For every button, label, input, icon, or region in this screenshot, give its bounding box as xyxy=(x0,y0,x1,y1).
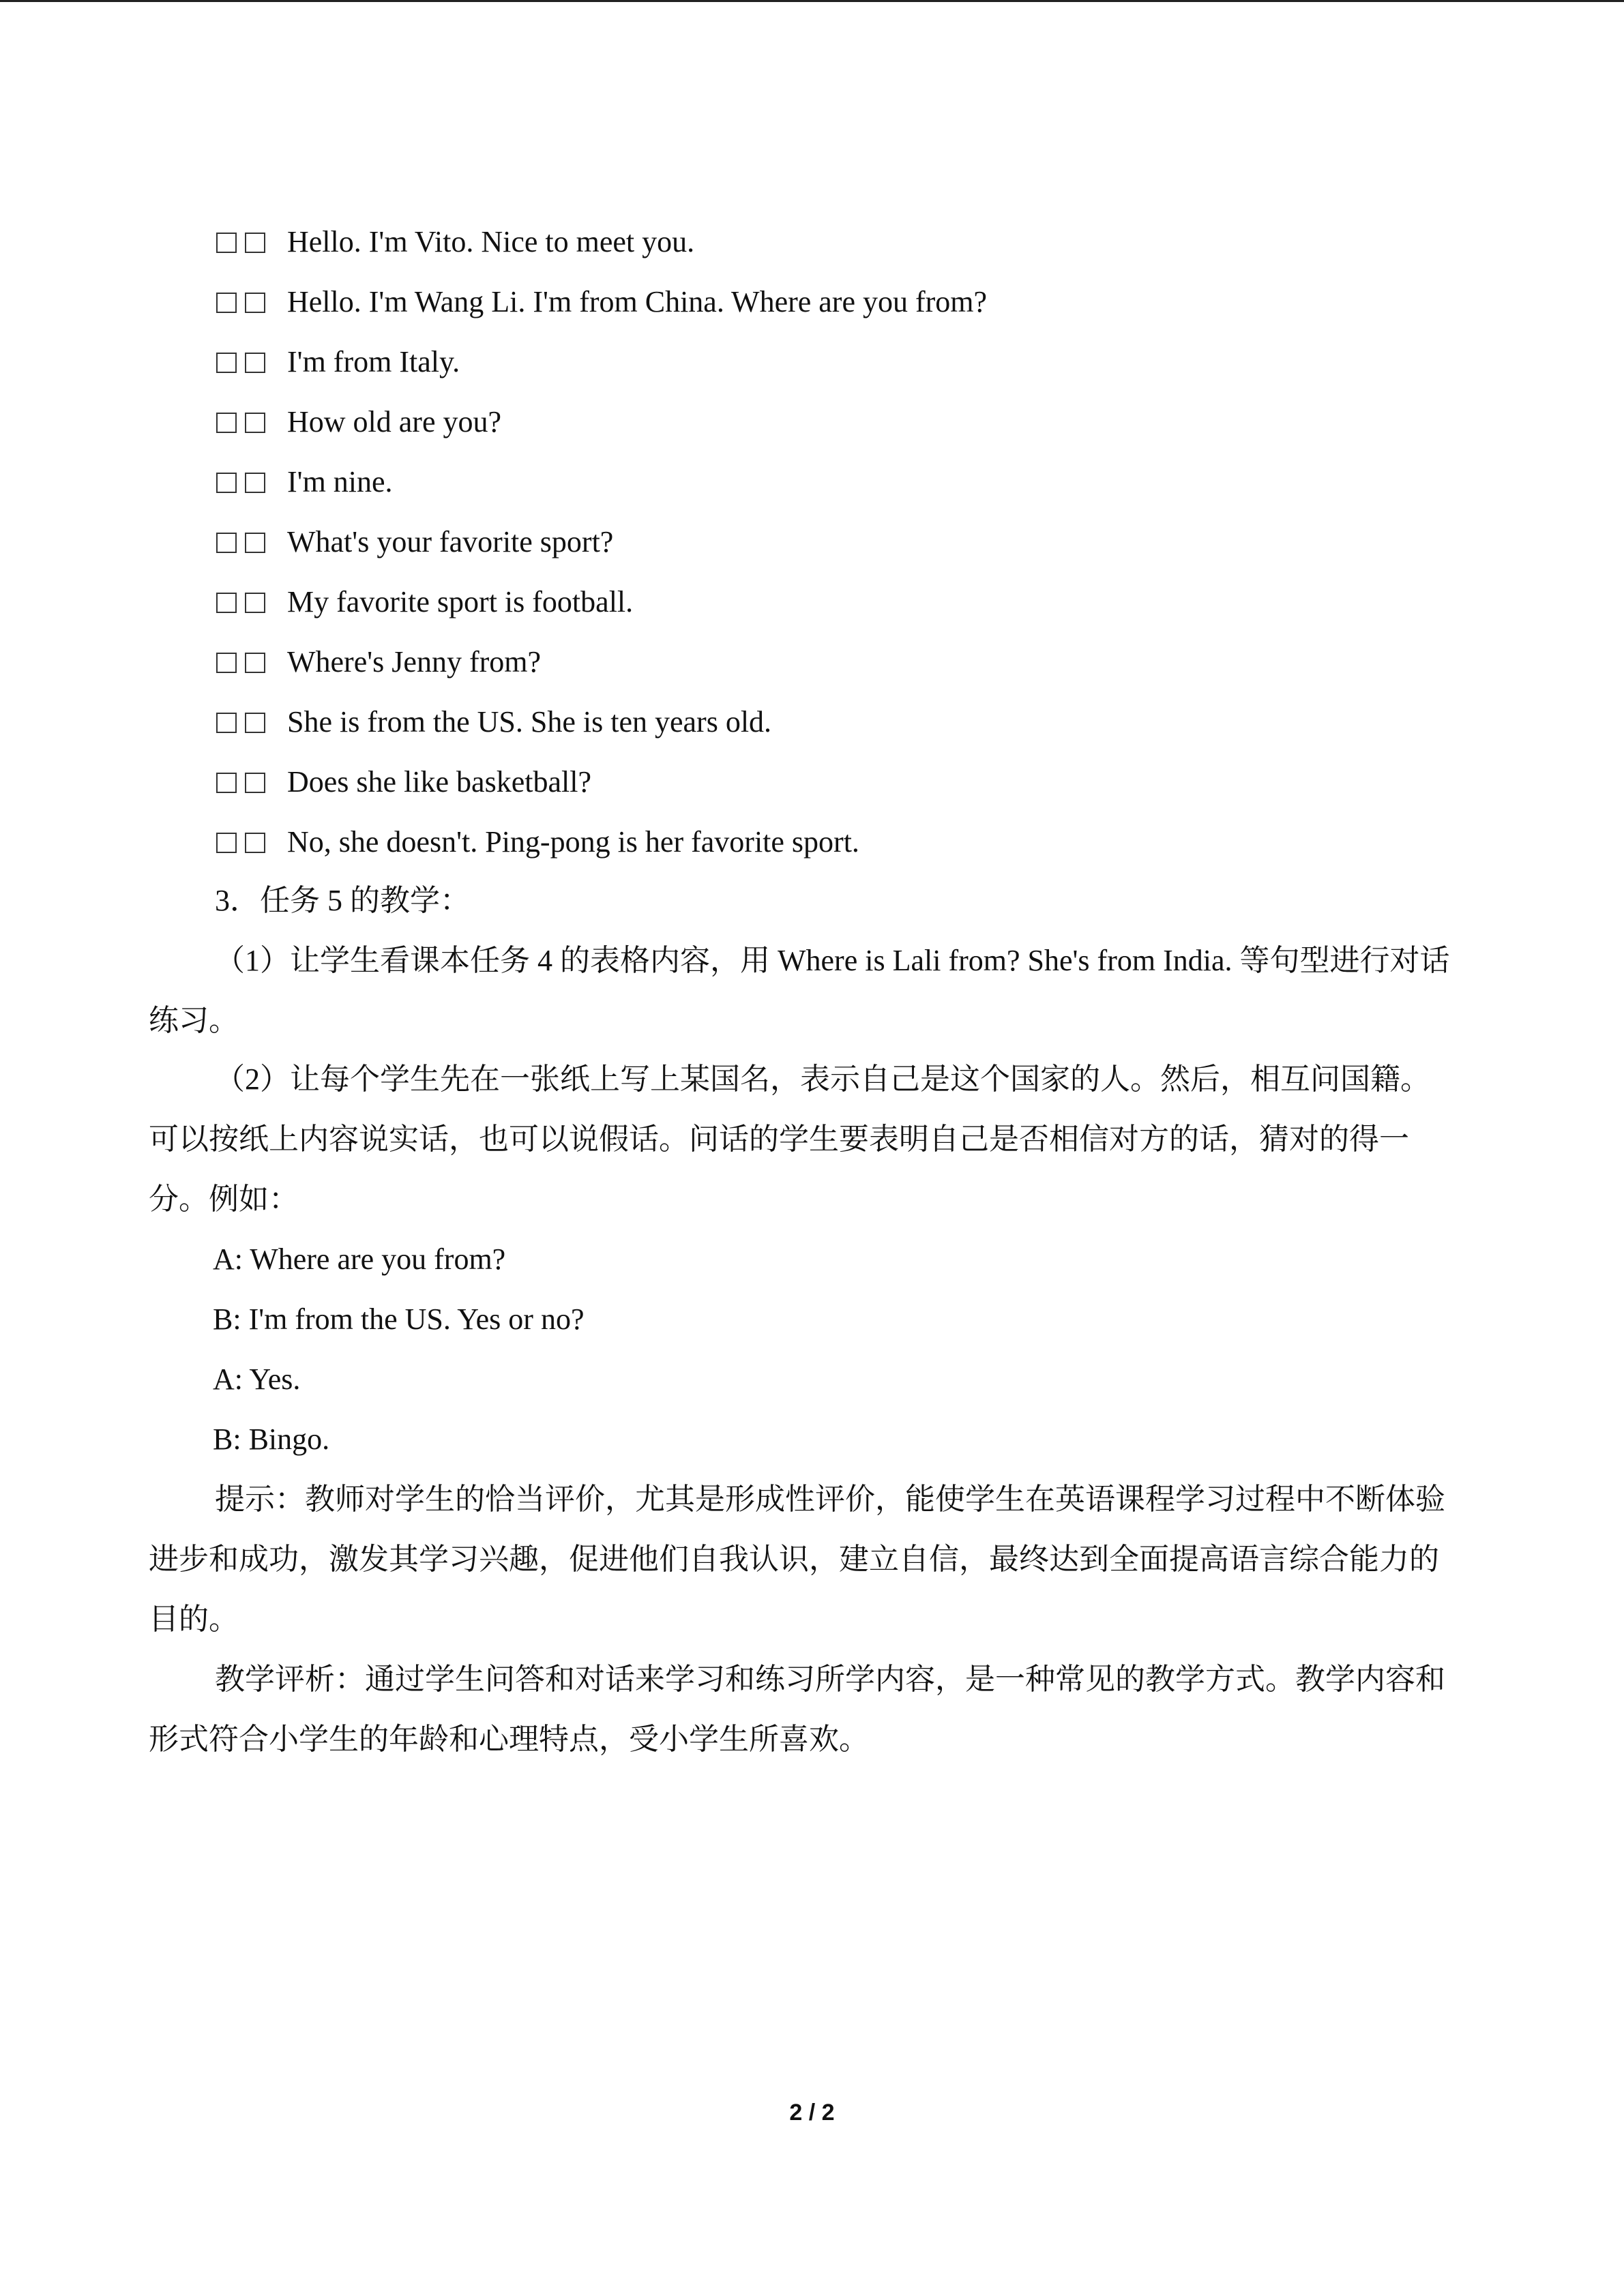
checkbox-blank-icon xyxy=(245,713,265,733)
blank-boxes xyxy=(216,759,287,805)
checkbox-blank-icon xyxy=(216,833,237,853)
dialogue-line xyxy=(216,339,987,399)
evaluation-paragraph: 教学评析：通过学生问答和对话来学习和练习所学内容，是一种常见的教学方式。教学内容和形式符合小学生的年龄和心理特点，受小学生所喜欢。 xyxy=(149,1663,1445,1756)
dialogue-text: What's your favorite sport? xyxy=(287,525,614,558)
dialogue-line xyxy=(216,639,987,699)
blank-boxes xyxy=(216,519,287,565)
checkbox-blank-icon xyxy=(216,413,237,433)
dialogue-line xyxy=(216,459,987,519)
checkbox-blank-icon xyxy=(216,233,237,253)
dialogue-line xyxy=(216,399,987,459)
checkbox-blank-icon xyxy=(245,293,265,313)
blank-boxes xyxy=(216,639,287,685)
dialogue-text: No, she doesn't. Ping-pong is her favorite sport. xyxy=(287,825,859,859)
checkbox-blank-icon xyxy=(216,593,237,613)
blank-boxes xyxy=(216,399,287,445)
checkbox-blank-icon xyxy=(245,773,265,793)
blank-boxes xyxy=(216,579,287,625)
dialogue-line xyxy=(216,519,987,579)
example-line: A: Yes. xyxy=(213,1362,301,1396)
checkbox-blank-icon xyxy=(245,653,265,673)
dialogue-list xyxy=(216,219,987,879)
checkbox-blank-icon xyxy=(216,773,237,793)
checkbox-blank-icon xyxy=(216,713,237,733)
checkbox-blank-icon xyxy=(245,533,265,553)
blank-boxes xyxy=(216,699,287,745)
dialogue-text: My favorite sport is football. xyxy=(287,585,634,618)
blank-boxes xyxy=(216,459,287,505)
tip-paragraph: 提示：教师对学生的恰当评价，尤其是形成性评价，能使学生在英语课程学习过程中不断体验进步和成功，激发其学习兴趣，促进他们自我认识，建立自信，最终达到全面提高语言综合能力的目的。 xyxy=(149,1482,1445,1636)
checkbox-blank-icon xyxy=(245,833,265,853)
example-line: B: Bingo. xyxy=(213,1422,330,1456)
dialogue-line xyxy=(216,279,987,339)
dialogue-text: She is from the US. She is ten years old. xyxy=(287,705,772,739)
dialogue-text: Hello. I'm Wang Li. I'm from China. Where are you from? xyxy=(287,285,988,318)
dialogue-line xyxy=(216,699,987,759)
dialogue-text: Does she like basketball? xyxy=(287,765,591,799)
step-1-paragraph: （1）让学生看课本任务 4 的表格内容，用 Where is Lali from? She's from India. 等句型进行对话练习。 xyxy=(149,944,1450,1037)
dialogue-text: How old are you? xyxy=(287,405,502,438)
blank-boxes xyxy=(216,219,287,265)
dialogue-text: Hello. I'm Vito. Nice to meet you. xyxy=(287,225,695,258)
example-line: B: I'm from the US. Yes or no? xyxy=(213,1302,585,1336)
dialogue-line xyxy=(216,579,987,639)
dialogue-text: I'm from Italy. xyxy=(287,345,460,378)
checkbox-blank-icon xyxy=(245,353,265,373)
blank-boxes xyxy=(216,339,287,385)
dialogue-line xyxy=(216,819,987,879)
checkbox-blank-icon xyxy=(216,293,237,313)
checkbox-blank-icon xyxy=(245,233,265,253)
dialogue-text: Where's Jenny from? xyxy=(287,645,542,679)
checkbox-blank-icon xyxy=(216,653,237,673)
blank-boxes xyxy=(216,279,287,325)
page-number: 2 / 2 xyxy=(789,2100,835,2126)
step-2-paragraph: （2）让每个学生先在一张纸上写上某国名，表示自己是这个国家的人。然后，相互问国籍。可以按纸上内容说实话，也可以说假话。问话的学生要表明自己是否相信对方的话，猜对的得一分。例如： xyxy=(149,1062,1430,1216)
dialogue-line xyxy=(216,219,987,279)
checkbox-blank-icon xyxy=(245,593,265,613)
dialogue-line xyxy=(216,759,987,819)
example-line: A: Where are you from? xyxy=(213,1242,506,1276)
checkbox-blank-icon xyxy=(245,473,265,493)
checkbox-blank-icon xyxy=(216,473,237,493)
checkbox-blank-icon xyxy=(216,353,237,373)
checkbox-blank-icon xyxy=(245,413,265,433)
checkbox-blank-icon xyxy=(216,533,237,553)
dialogue-text: I'm nine. xyxy=(287,465,393,498)
section-heading: 3．任务 5 的教学： xyxy=(215,884,470,917)
blank-boxes xyxy=(216,819,287,865)
